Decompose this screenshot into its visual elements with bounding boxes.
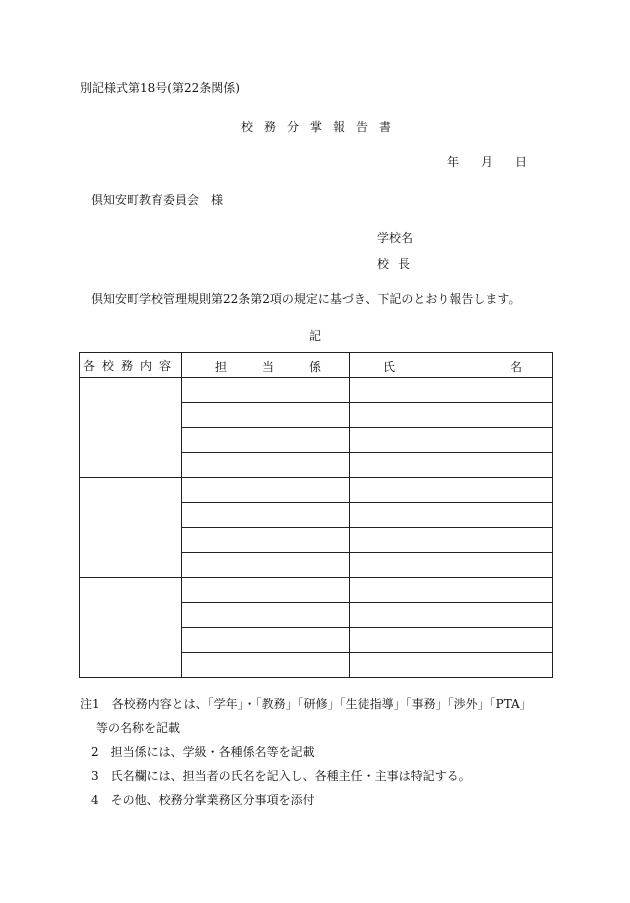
duty-assignment-table: [79, 352, 553, 678]
name-cell[interactable]: [350, 528, 553, 553]
charge-cell[interactable]: [182, 653, 350, 678]
charge-cell[interactable]: [182, 403, 350, 428]
column-header-name: [350, 353, 553, 378]
name-cell[interactable]: [350, 403, 553, 428]
name-cell[interactable]: [350, 603, 553, 628]
name-cell[interactable]: [350, 503, 553, 528]
name-cell[interactable]: [350, 478, 553, 503]
charge-cell[interactable]: [182, 453, 350, 478]
name-cell[interactable]: [350, 453, 553, 478]
date-line: [447, 155, 527, 169]
name-cell[interactable]: [350, 653, 553, 678]
charge-char-1: 担: [215, 360, 228, 374]
note-1: 注1 各校務内容とは、「学年」・「教務」「研修」「生徒指導」「事務」「渉外」「PTA」: [80, 697, 532, 711]
note-3: 3 氏名欄には、担当者の氏名を記入し、各種主任・主事は特記する。: [91, 769, 471, 783]
note-4: 4 その他、校務分掌業務区分事項を添付: [91, 793, 315, 807]
school-name-label: 学校名: [377, 231, 414, 245]
addressee: 倶知安町教育委員会 様: [91, 193, 224, 207]
table-body: [80, 378, 553, 678]
note-1-continued: 等の名称を記載: [96, 721, 181, 735]
charge-cell[interactable]: [182, 578, 350, 603]
name-cell[interactable]: [350, 428, 553, 453]
charge-char-2: 当: [262, 360, 275, 374]
name-cell[interactable]: [350, 553, 553, 578]
table-row: [80, 578, 553, 603]
name-char-1: 氏: [383, 360, 396, 374]
duty-content-cell[interactable]: [80, 578, 182, 678]
ki-label: 記: [309, 329, 322, 343]
date-month-label: 月: [481, 155, 494, 169]
note-2: 2 担当係には、学級・各種係名等を記載: [91, 745, 315, 759]
charge-cell[interactable]: [182, 553, 350, 578]
name-cell[interactable]: [350, 378, 553, 403]
document-title: 校務分掌報告書: [241, 120, 403, 134]
name-cell[interactable]: [350, 628, 553, 653]
intro-text: 倶知安町学校管理規則第22条第2項の規定に基づき、下記のとおり報告します。: [91, 292, 521, 306]
column-header-duty: 各校務内容: [80, 353, 182, 378]
charge-cell[interactable]: [182, 428, 350, 453]
charge-cell[interactable]: [182, 628, 350, 653]
name-char-2: 名: [510, 360, 523, 374]
name-cell[interactable]: [350, 578, 553, 603]
table-header-row: [80, 353, 553, 378]
date-year-label: 年: [447, 155, 460, 169]
duty-content-cell[interactable]: [80, 378, 182, 478]
form-number: 別記様式第18号(第22条関係): [80, 81, 240, 95]
duty-content-cell[interactable]: [80, 478, 182, 578]
table-row: [80, 478, 553, 503]
charge-char-3: 係: [309, 360, 322, 374]
charge-cell[interactable]: [182, 378, 350, 403]
charge-cell[interactable]: [182, 528, 350, 553]
column-header-charge: [182, 353, 350, 378]
date-day-label: 日: [515, 155, 528, 169]
principal-label: 校長: [377, 257, 420, 271]
charge-cell[interactable]: [182, 603, 350, 628]
charge-cell[interactable]: [182, 503, 350, 528]
table-row: [80, 378, 553, 403]
charge-cell[interactable]: [182, 478, 350, 503]
